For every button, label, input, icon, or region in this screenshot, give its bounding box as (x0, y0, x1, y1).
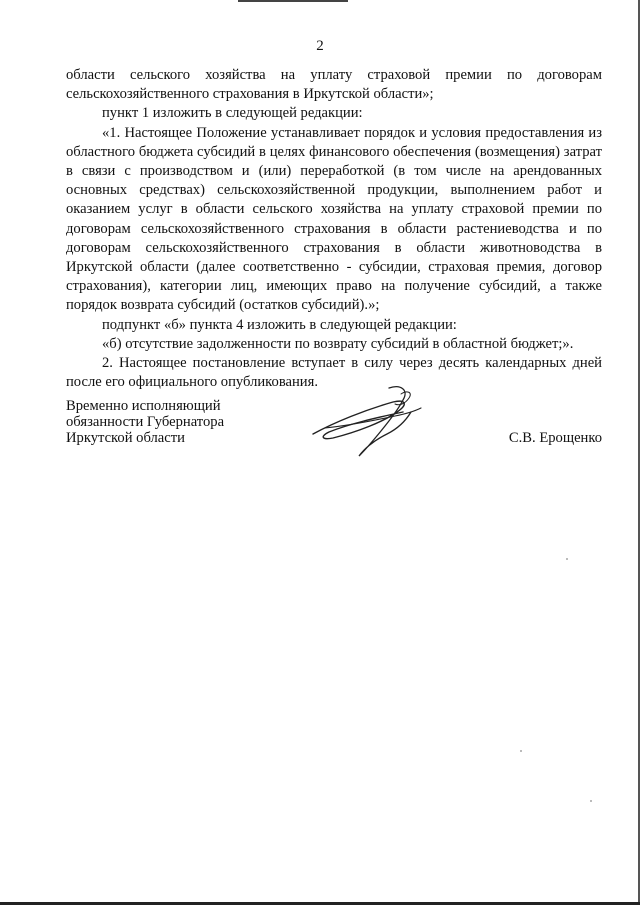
signature-block (66, 398, 602, 468)
paragraph-continuation: области сельского хозяйства на уплату страховой премии по договорам сельскохозяйственного страхования в Иркутской области»; (66, 67, 602, 103)
paragraph-item-1-text: «1. Настоящее Положение устанавливает порядок и условия предоставления из областного бюджета субсидий в целях финансового обеспечения (возмещения) затрат в связи с производством и (или) переработкой (в том числе на арендованных основных средствах) сельскохозяйственной продукции, выполнением работ и оказанием услуг в области сельского хозяйства на уплату страховой премии по договорам сельскохозяйственного страхования в области растениеводства и по договорам сельскохозяйственного страхования в области животноводства в Иркутской области (далее соответственно - субсидии, страховая премия, договор страхования), категории лиц, имеющих право на получение субсидий, а также порядок возврата субсидий (остатков субсидий).»; (66, 124, 602, 314)
document-body (66, 66, 602, 392)
scan-speck (590, 800, 592, 802)
top-rule (238, 0, 348, 2)
position-line: Временно исполняющий (66, 398, 221, 414)
page-number: 2 (316, 38, 324, 54)
scan-speck (566, 558, 568, 560)
paragraph-effective-date: 2. Настоящее постановление вступает в силу через десять календарных дней после его официального опубликования. (66, 355, 602, 391)
signatory-name: С.В. Ерощенко (508, 430, 602, 446)
signatory-position (66, 398, 224, 446)
scan-speck (520, 750, 522, 752)
position-line: обязанности Губернатора (66, 414, 225, 430)
paragraph-subitem-b-intro: подпункт «б» пункта 4 изложить в следующей редакции: (102, 316, 457, 333)
position-line: Иркутской области (66, 430, 185, 446)
paragraph-item-1-intro: пункт 1 изложить в следующей редакции: (102, 105, 363, 122)
paragraph-subitem-b-text: «б) отсутствие задолженности по возврату субсидий в областной бюджет;». (102, 335, 574, 352)
